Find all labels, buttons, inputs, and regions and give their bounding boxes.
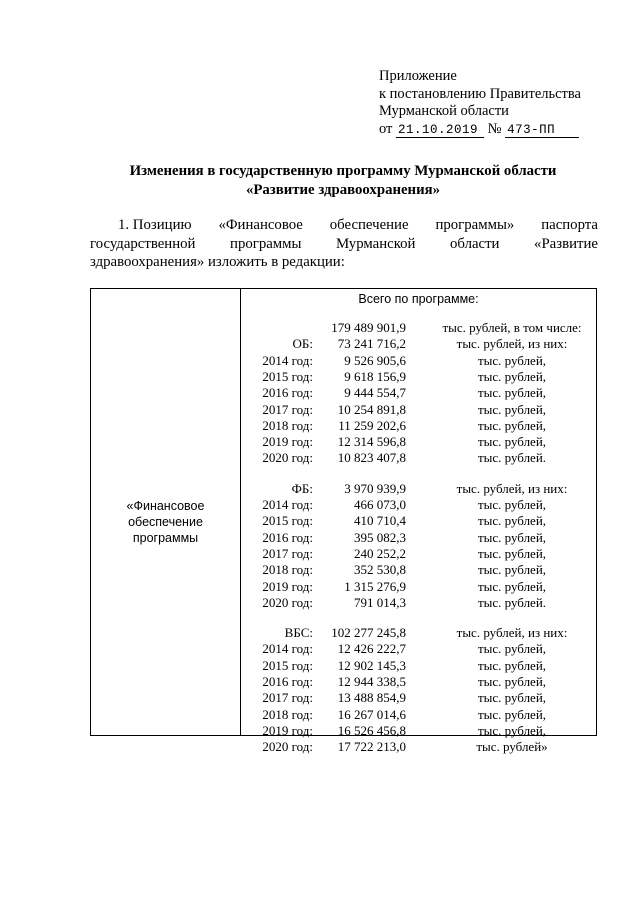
- page-title: [60, 162, 626, 200]
- decree-number: 473-ПП: [505, 123, 579, 138]
- table-row: [241, 481, 596, 497]
- row-value: 16 267 014,6: [337, 706, 406, 722]
- table-row: [241, 353, 596, 369]
- row-label: 2014 год:: [262, 497, 313, 512]
- table-row: [241, 562, 596, 578]
- row-unit: тыс. рублей,: [477, 434, 547, 450]
- row-label: 2020 год:: [262, 450, 313, 466]
- table-row: [241, 418, 596, 434]
- row-label: 2014 год:: [262, 641, 313, 657]
- left-cell-label: [95, 498, 236, 546]
- table-row: [241, 513, 596, 529]
- row-unit: тыс. рублей,: [477, 352, 547, 368]
- table-row: [241, 674, 596, 690]
- row-value: 16 526 456,8: [337, 722, 406, 738]
- table-row: [241, 690, 596, 706]
- row-unit: тыс. рублей, из них:: [456, 625, 568, 641]
- row-value: 11 259 202,6: [338, 417, 406, 433]
- row-label: 2020 год:: [262, 594, 313, 610]
- row-value: 9 526 905,6: [344, 352, 406, 368]
- row-label: ВБС:: [284, 625, 313, 641]
- table-row: [241, 658, 596, 674]
- table-row: [241, 625, 596, 641]
- row-label: 2019 год:: [262, 434, 313, 450]
- row-label: 2020 год:: [262, 739, 313, 755]
- intro-paragraph: [90, 216, 598, 272]
- row-value: 12 314 596,8: [337, 434, 406, 450]
- row-unit: тыс. рублей,: [477, 674, 547, 689]
- number-sign: №: [487, 120, 502, 137]
- row-label: 2019 год:: [262, 578, 313, 594]
- row-unit: тыс. рублей.: [477, 594, 547, 610]
- row-unit: тыс. рублей, из них:: [456, 480, 568, 496]
- table-row: [241, 402, 596, 418]
- word: «Финансовое: [218, 217, 303, 233]
- row-unit: тыс. рублей,: [477, 401, 547, 417]
- row-label: ОБ:: [292, 336, 313, 352]
- table-row: [241, 336, 596, 352]
- row-value: 10 254 891,8: [337, 401, 406, 417]
- row-unit: тыс. рублей, из них:: [456, 336, 568, 352]
- appendix-date-line: [379, 121, 581, 139]
- row-value: 1 315 276,9: [344, 578, 406, 594]
- table-row: [241, 434, 596, 450]
- row-unit: тыс. рублей,: [477, 368, 547, 384]
- row-value: 102 277 245,8: [331, 625, 406, 641]
- row-value: 12 944 338,5: [337, 674, 406, 689]
- left-cell-line: обеспечение программы: [128, 515, 203, 545]
- row-value: 9 618 156,9: [344, 368, 406, 384]
- row-value: 466 073,0: [354, 497, 406, 512]
- table-row: [241, 320, 596, 336]
- row-unit: тыс. рублей,: [477, 578, 547, 594]
- row-value: 73 241 716,2: [337, 336, 406, 352]
- row-value: 13 488 854,9: [337, 690, 406, 706]
- word: области: [450, 235, 500, 252]
- table-row: [241, 497, 596, 513]
- row-label: 2016 год:: [262, 385, 313, 401]
- row-unit: тыс. рублей,: [477, 545, 547, 561]
- row-unit: тыс. рублей,: [477, 690, 547, 706]
- table-row: [241, 707, 596, 723]
- paragraph-line: здравоохранения» изложить в редакции:: [90, 254, 345, 270]
- appendix-line: к постановлению Правительства: [379, 85, 581, 102]
- row-unit: тыс. рублей,: [477, 722, 547, 738]
- row-unit: тыс. рублей,: [477, 513, 547, 529]
- row-unit: тыс. рублей,: [477, 529, 547, 545]
- row-unit: тыс. рублей,: [477, 385, 547, 401]
- row-label: 2016 год:: [262, 529, 313, 545]
- table-row: [241, 579, 596, 595]
- row-value: 12 902 145,3: [337, 657, 406, 673]
- row-label: 2019 год:: [262, 722, 313, 738]
- row-value: 10 823 407,8: [337, 450, 406, 466]
- word: программы: [230, 235, 302, 252]
- row-label: 2017 год:: [262, 545, 313, 561]
- paragraph-line: [90, 216, 598, 235]
- row-unit: тыс. рублей»: [476, 739, 548, 755]
- table-row: [241, 369, 596, 385]
- table-row: [241, 450, 596, 466]
- row-label: 2017 год:: [262, 401, 313, 417]
- word: «Развитие: [534, 235, 598, 252]
- word: программы»: [435, 217, 515, 233]
- row-value: 791 014,3: [354, 594, 406, 610]
- row-value: 240 252,2: [354, 545, 406, 561]
- row-label: 2015 год:: [262, 657, 313, 673]
- row-label: 2018 год:: [262, 706, 313, 722]
- row-value: 179 489 901,9: [331, 320, 406, 335]
- table-row: [241, 641, 596, 657]
- row-unit: тыс. рублей,: [477, 417, 547, 433]
- left-cell-line: «Финансовое: [126, 499, 205, 513]
- row-unit: тыс. рублей, в том числе:: [442, 320, 582, 335]
- row-label: 2015 год:: [262, 368, 313, 384]
- row-value: 395 082,3: [354, 529, 406, 545]
- row-label: ФБ:: [291, 480, 313, 496]
- table-row: [241, 723, 596, 739]
- row-unit: тыс. рублей,: [477, 562, 547, 578]
- row-value: 352 530,8: [354, 562, 406, 578]
- table-row: [241, 595, 596, 611]
- row-unit: тыс. рублей,: [477, 706, 547, 722]
- title-line: «Развитие здравоохранения»: [245, 182, 441, 198]
- row-label: 2017 год:: [262, 690, 313, 706]
- row-value: 3 970 939,9: [344, 480, 406, 496]
- title-line: Изменения в государственную программу Мурманской области: [129, 163, 557, 179]
- appendix-block: [379, 68, 581, 138]
- row-label: 2018 год:: [262, 417, 313, 433]
- row-label: 2014 год:: [262, 352, 313, 368]
- row-unit: тыс. рублей,: [477, 641, 547, 657]
- table-row: [241, 739, 596, 755]
- row-value: 17 722 213,0: [337, 739, 406, 755]
- table-row: [241, 530, 596, 546]
- appendix-line: Приложение: [379, 68, 457, 84]
- word: паспорта: [541, 217, 598, 233]
- paragraph-line: [90, 235, 598, 254]
- date-value: 21.10.2019: [396, 123, 484, 138]
- row-label: 2015 год:: [262, 513, 313, 529]
- date-prefix: от: [379, 120, 393, 137]
- row-value: 9 444 554,7: [344, 385, 406, 401]
- row-unit: тыс. рублей,: [477, 657, 547, 673]
- table-row: [241, 546, 596, 562]
- financing-table: [90, 288, 597, 755]
- word: обеспечение: [329, 217, 409, 233]
- table-row: [241, 385, 596, 401]
- row-label: 2018 год:: [262, 562, 313, 578]
- appendix-line: Мурманской области: [379, 103, 509, 119]
- row-value: 12 426 222,7: [337, 641, 406, 657]
- word: 1. Позицию: [118, 217, 192, 233]
- table-header: Всего по программе:: [358, 292, 479, 306]
- row-value: 410 710,4: [354, 513, 406, 529]
- row-unit: тыс. рублей,: [477, 497, 547, 512]
- word: Мурманской: [336, 235, 416, 252]
- row-unit: тыс. рублей.: [477, 450, 547, 466]
- word: государственной: [90, 235, 196, 252]
- row-label: 2016 год:: [262, 674, 313, 689]
